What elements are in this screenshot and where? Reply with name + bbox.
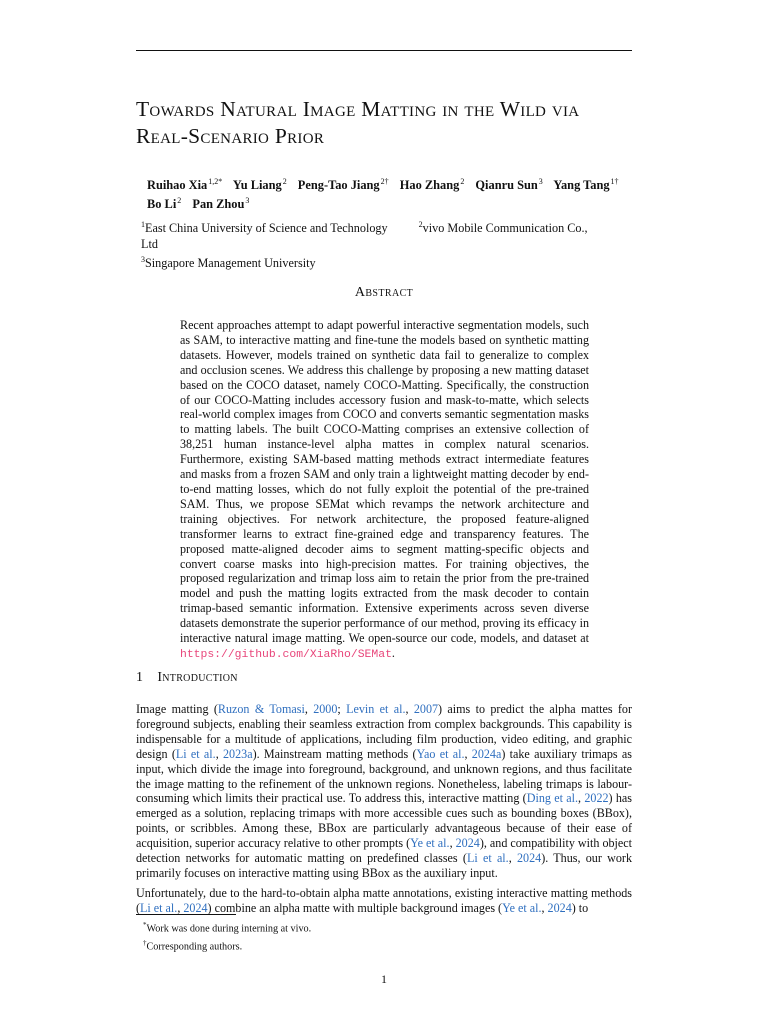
citation-link[interactable]: Yao et al.: [416, 746, 465, 761]
code-link[interactable]: https://github.com/XiaRho/SEMat: [180, 648, 392, 661]
affiliation: $^3$Singapore Management University: [141, 255, 316, 271]
citation-link[interactable]: Ding et al.: [526, 791, 579, 806]
citation-link[interactable]: 2024: [455, 836, 480, 851]
author: Ruihao Xia$^{1,2*}$: [147, 177, 223, 193]
author: Yang Tang$^{1\dagger}$: [553, 177, 619, 193]
author-list: [147, 174, 627, 212]
footnote: *Work was done during interning at vivo.: [143, 921, 312, 935]
affiliation: $^1$East China University of Science and Technology: [141, 220, 388, 236]
citation-link[interactable]: 2000: [313, 702, 338, 716]
author: Qianru Sun$^3$: [475, 177, 543, 193]
citation-link[interactable]: 2024: [547, 900, 572, 915]
citation-link[interactable]: Ruzon & Tomasi: [217, 702, 305, 716]
footnotes: [143, 918, 311, 955]
intro-paragraph: Unfortunately, due to the hard-to-obtain alpha matte annotations, existing interactive matting methods (Li et al., 2024) combine an alpha matte with multiple background images (Ye et al., 2024) to: [136, 885, 632, 915]
abstract-heading: Abstract: [354, 285, 414, 300]
footnote: †Corresponding authors.: [143, 939, 243, 953]
citation-link[interactable]: 2024: [517, 851, 542, 866]
affiliations: [141, 217, 631, 271]
intro-paragraph: Image matting (Ruzon & Tomasi, 2000; Levin et al., 2007) aims to predict the alpha mattes for foreground subjects, enabling their seamless extraction from complex backgrounds. This capability is indispensable for a multitude of applications, including film production, video editing, and graphic design (Li et al., 2023a). Mainstream matting methods (Yao et al., 2024a) take auxiliary trimaps as input, which divide the image into foreground, background, and unknown regions, and thus facilitate the image matting to the refinement of the unknown regions. Nonetheless, labeling trimaps is labour-consuming which limits their practical use. To address this, interactive matting (Ding et al., 2022) has emerged as a solution, replacing trimaps with more accessible cues such as bounding boxes (BBox), points, or scribbles. Among these, BBox are particularly advantageous because of their ease of acquisition, superior accuracy relative to other prompts (Ye et al., 2024), and compatibility with object detection networks for automatic matting on predefined classes (Li et al., 2024). Thus, our work primarily focuses on interactive matting using BBox as the auxiliary input.: [136, 702, 633, 880]
citation-link[interactable]: Li et al.: [140, 900, 178, 915]
author: Peng-Tao Jiang$^{2\dagger}$: [297, 177, 389, 193]
citation-link[interactable]: 2022: [584, 791, 609, 806]
top-rule: [136, 50, 632, 51]
affiliation: $^2$vivo Mobile Communication Co., Ltd: [141, 220, 588, 252]
author: Hao Zhang$^2$: [399, 177, 465, 193]
author: Yu Liang$^2$: [232, 177, 287, 193]
footnote-rule: [136, 914, 236, 915]
citation-link[interactable]: Li et al.: [175, 746, 216, 761]
citation-link[interactable]: Li et al.: [466, 851, 509, 866]
citation-link[interactable]: 2007: [413, 702, 439, 716]
page-number: 1: [381, 972, 387, 986]
citation-link[interactable]: 2023a: [223, 746, 253, 761]
introduction-body: [136, 702, 632, 921]
citation-link[interactable]: Ye et al.: [410, 836, 450, 851]
citation-link[interactable]: 2024a: [471, 746, 502, 761]
paper-title: Towards Natural Image Matting in the Wild via Real-Scenario Prior: [136, 97, 580, 148]
author: Bo Li$^2$: [147, 196, 182, 212]
citation-link[interactable]: Ye et al.: [502, 900, 542, 915]
abstract-body: Recent approaches attempt to adapt powerful interactive segmentation models, such as SAM, to interactive matting and fine-tune the models based on synthetic matting datasets. However, models trained on synthetic data fail to generalize to complex and occlusion scenes. We address this challenge by proposing a new matting dataset based on the COCO dataset, namely COCO-Matting. Specifically, the construction of our COCO-Matting includes accessory fusion and mask-to-matte, which selects real-world complex images from COCO and converts semantic segmentation masks to matting labels. The built COCO-Matting comprises an extensive collection of 38,251 human instance-level alpha mattes in complex natural scenarios. Furthermore, existing SAM-based matting methods extract intermediate features and masks from a frozen SAM and only train a lightweight matting decoder by end-to-end matting losses, which do not fully exploit the potential of the pre-trained SAM. Thus, we propose SEMat which revamps the network architecture and training objectives. For network architecture, the proposed feature-aligned transformer learns to extract fine-grained edge and transparency features. The proposed matte-aligned decoder aims to segment matting-specific objects and convert coarse masks into high-precision mattes. For training objectives, the proposed regularization and trimap loss aim to retain the prior from the pre-trained model and push the matting logits extracted from the mask decoder to contain trimap-based semantic information. Extensive experiments across seven diverse datasets demonstrate the superior performance of our method, proving its efficacy in interactive natural image matting. We open-source our code, models, and dataset at https://github.com/XiaRho/SEMat.: [180, 318, 589, 661]
author: Pan Zhou$^3$: [192, 196, 250, 212]
citation-link[interactable]: 2024: [183, 900, 208, 915]
section-heading: 1 Introduction: [136, 670, 238, 685]
citation-link[interactable]: Levin et al.: [346, 702, 406, 716]
